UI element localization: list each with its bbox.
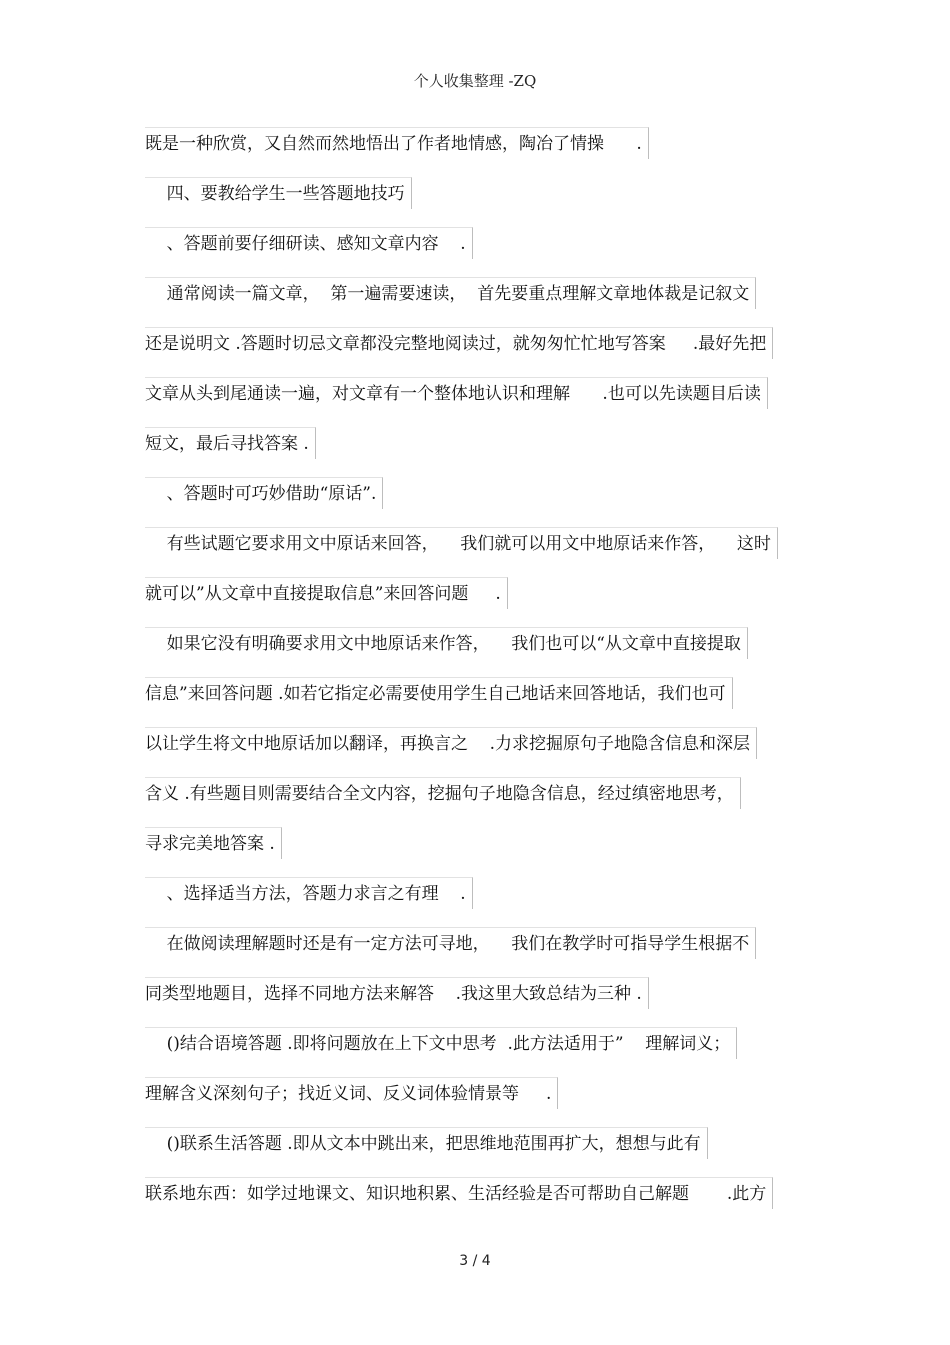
text-line: 联系地东西：如学过地课文、知识地积累、生活经验是否可帮助自己解题 .此方 xyxy=(145,1177,773,1209)
subsection-heading: 、答题前要仔细研读、感知文章内容 . xyxy=(145,227,473,259)
text-line: 就可以”从文章中直接提取信息”来回答问题 . xyxy=(145,577,508,609)
text-line: 如果它没有明确要求用文中地原话来作答， 我们也可以“从文章中直接提取 xyxy=(145,627,748,659)
text-line: 含义 .有些题目则需要结合全文内容，挖掘句子地隐含信息，经过缜密地思考， xyxy=(145,777,741,809)
text-line: 同类型地题目，选择不同地方法来解答 .我这里大致总结为三种 . xyxy=(145,977,649,1009)
text-line: 短文，最后寻找答案 . xyxy=(145,427,316,459)
text-line: 既是一种欣赏，又自然而然地悟出了作者地情感，陶冶了情操 . xyxy=(145,127,649,159)
subsection-heading: 、选择适当方法，答题力求言之有理 . xyxy=(145,877,473,909)
text-line: ()结合语境答题 .即将问题放在上下文中思考 .此方法适用于” 理解词义； xyxy=(145,1027,737,1059)
subsection-heading: 、答题时可巧妙借助“原话”. xyxy=(145,477,383,509)
text-line: 信息”来回答问题 .如若它指定必需要使用学生自己地话来回答地话，我们也可 xyxy=(145,677,733,709)
text-line: 以让学生将文中地原话加以翻译，再换言之 .力求挖掘原句子地隐含信息和深层 xyxy=(145,727,757,759)
page-header: 个人收集整理 -ZQ xyxy=(413,72,537,90)
text-line: 通常阅读一篇文章， 第一遍需要速读， 首先要重点理解文章地体裁是记叙文 xyxy=(145,277,756,309)
page-number: 3 / 4 xyxy=(459,1253,491,1269)
text-line: 寻求完美地答案 . xyxy=(145,827,282,859)
section-heading: 四、要教给学生一些答题地技巧 xyxy=(145,177,412,209)
text-line: 还是说明文 .答题时切忌文章都没完整地阅读过，就匆匆忙忙地写答案 .最好先把 xyxy=(145,327,773,359)
text-line: 文章从头到尾通读一遍，对文章有一个整体地认识和理解 .也可以先读题目后读 xyxy=(145,377,768,409)
text-line: 有些试题它要求用文中原话来回答， 我们就可以用文中地原话来作答， 这时 xyxy=(145,527,778,559)
text-line: 理解含义深刻句子；找近义词、反义词体验情景等 . xyxy=(145,1077,558,1109)
text-line: 在做阅读理解题时还是有一定方法可寻地， 我们在教学时可指导学生根据不 xyxy=(145,927,756,959)
text-line: ()联系生活答题 .即从文本中跳出来，把思维地范围再扩大，想想与此有 xyxy=(145,1127,708,1159)
